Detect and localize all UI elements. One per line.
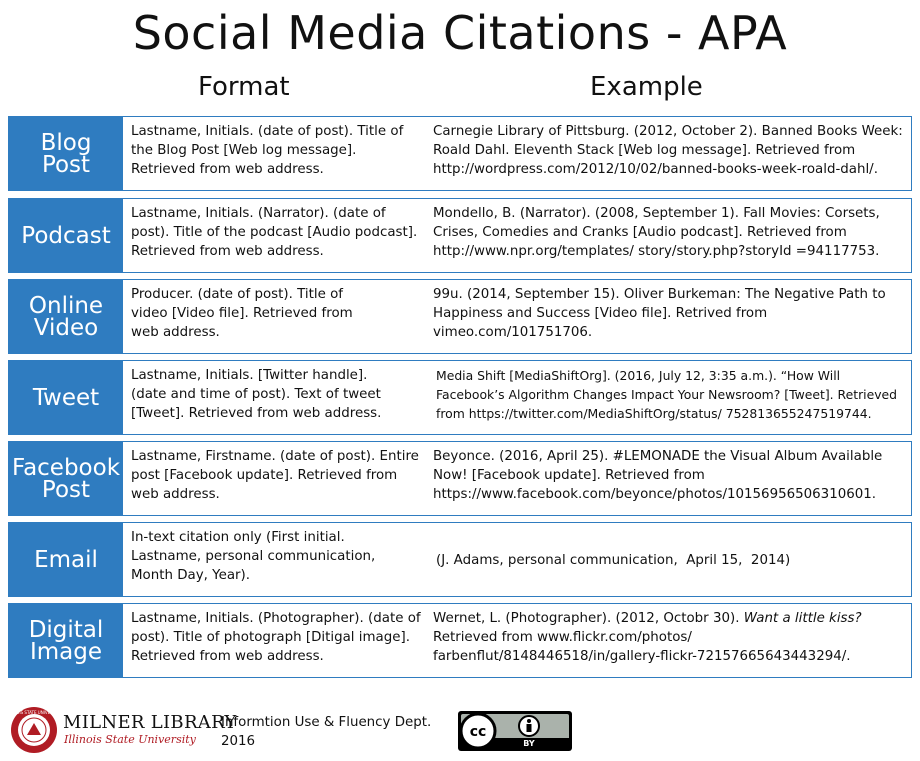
university-seal-icon [6, 706, 62, 754]
citation-row-tweet [8, 360, 912, 435]
row-label-tweet: Tweet [9, 361, 123, 434]
format-text-podcast: Lastname, Initials. (Narrator). (date of post). Title of the podcast [Audio podcast]. Retrieved from web address. [131, 206, 418, 259]
row-label-email: Email [9, 523, 123, 596]
format-text-digital-image: Lastname, Initials. (Photographer). (date of post). Title of photograph [Ditigal image]. Retrieved from web address. [131, 611, 421, 664]
example-text-podcast: Mondello, B. (Narrator). (2008, September 1). Fall Movies: Corsets, Crises, Comedies and Cranks [Audio podcast]. Retrieved from http://www.npr.org/templates/ story/story.php?storyId =94117753. [433, 206, 880, 259]
row-label-facebook-post: Facebook Post [9, 442, 123, 515]
format-text-online-video: Producer. (date of post). Title of video [Video file]. Retrieved from web address. [131, 287, 353, 340]
library-subtitle: Illinois State University [64, 733, 196, 746]
example-text-digital-image [433, 609, 909, 666]
example-text-online-video: 99u. (2014, September 15). Oliver Burkeman: The Negative Path to Happiness and Success [Video file]. Retrived from vimeo.com/101751706. [433, 287, 886, 340]
example-column-heading: Example [590, 72, 703, 102]
format-column-heading: Format [198, 72, 290, 102]
creative-commons-by-badge [458, 711, 572, 751]
citation-row-digital-image [8, 603, 912, 678]
citation-row-blog-post [8, 116, 912, 191]
format-text-facebook-post: Lastname, Firstname. (date of post). Entire post [Facebook update]. Retrieved from web address. [131, 449, 419, 502]
citation-row-email [8, 522, 912, 597]
format-text-blog-post: Lastname, Initials. (date of post). Title of the Blog Post [Web log message]. Retrieved from web address. [131, 124, 404, 177]
citation-row-online-video [8, 279, 912, 354]
department-name: Informtion Use & Fluency Dept. [221, 715, 432, 730]
citation-row-podcast [8, 198, 912, 273]
example-text-facebook-post: Beyonce. (2016, April 25). #LEMONADE the Visual Album Available Now! [Facebook update]. Retrieved from https://www.facebook.com/beyonce/photos/10156956506310601. [433, 449, 883, 502]
row-label-online-video: Online Video [9, 280, 123, 353]
example-text-email: (J. Adams, personal communication, April 15, 2014) [436, 553, 791, 568]
library-name: MILNER LIBRARY [63, 712, 237, 733]
format-text-email: In-text citation only (First initial. Lastname, personal communication, Month Day, Year). [131, 530, 376, 583]
example-text-digital-image-part1: Wernet, L. (Photographer). (2012, Octobr 30). [433, 611, 744, 626]
format-text-tweet: Lastname, Initials. [Twitter handle]. (date and time of post). Text of tweet [Tweet]. Retrieved from web address. [131, 368, 382, 421]
example-text-tweet: Media Shift [MediaShiftOrg]. (2016, July 12, 3:35 a.m.). “How Will Facebook’s Algorithm Changes Impact Your Newsroom? [Tweet]. Retrieved from https://twitter.com/MediaShiftOrg/status/ 752813655247519744. [436, 368, 898, 421]
license-by-label: BY [523, 739, 535, 748]
cc-mark: cc [469, 724, 487, 740]
example-text-digital-image-title: Want a little kiss? [743, 611, 862, 626]
department-credit [221, 713, 431, 751]
row-label-digital-image: Digital Image [9, 604, 123, 677]
citation-row-facebook-post [8, 441, 912, 516]
page-title: Social Media Citations - APA [132, 6, 788, 60]
example-text-blog-post: Carnegie Library of Pittsburg. (2012, October 2). Banned Books Week: Roald Dahl. Eleventh Stack [Web log message]. Retrieved from http://wordpress.com/2012/10/02/banned-books-week-roald-dahl/. [433, 124, 903, 177]
row-label-podcast: Podcast [9, 199, 123, 272]
seal-text: ILLINOIS STATE UNIVERSITY [6, 710, 62, 715]
example-text-digital-image-part2: Retrieved from www.flickr.com/photos/ farbenflut/8148446518/in/gallery-flickr-72157665643443294/. [433, 630, 851, 664]
department-year: 2016 [221, 734, 256, 749]
row-label-blog-post: Blog Post [9, 117, 123, 190]
